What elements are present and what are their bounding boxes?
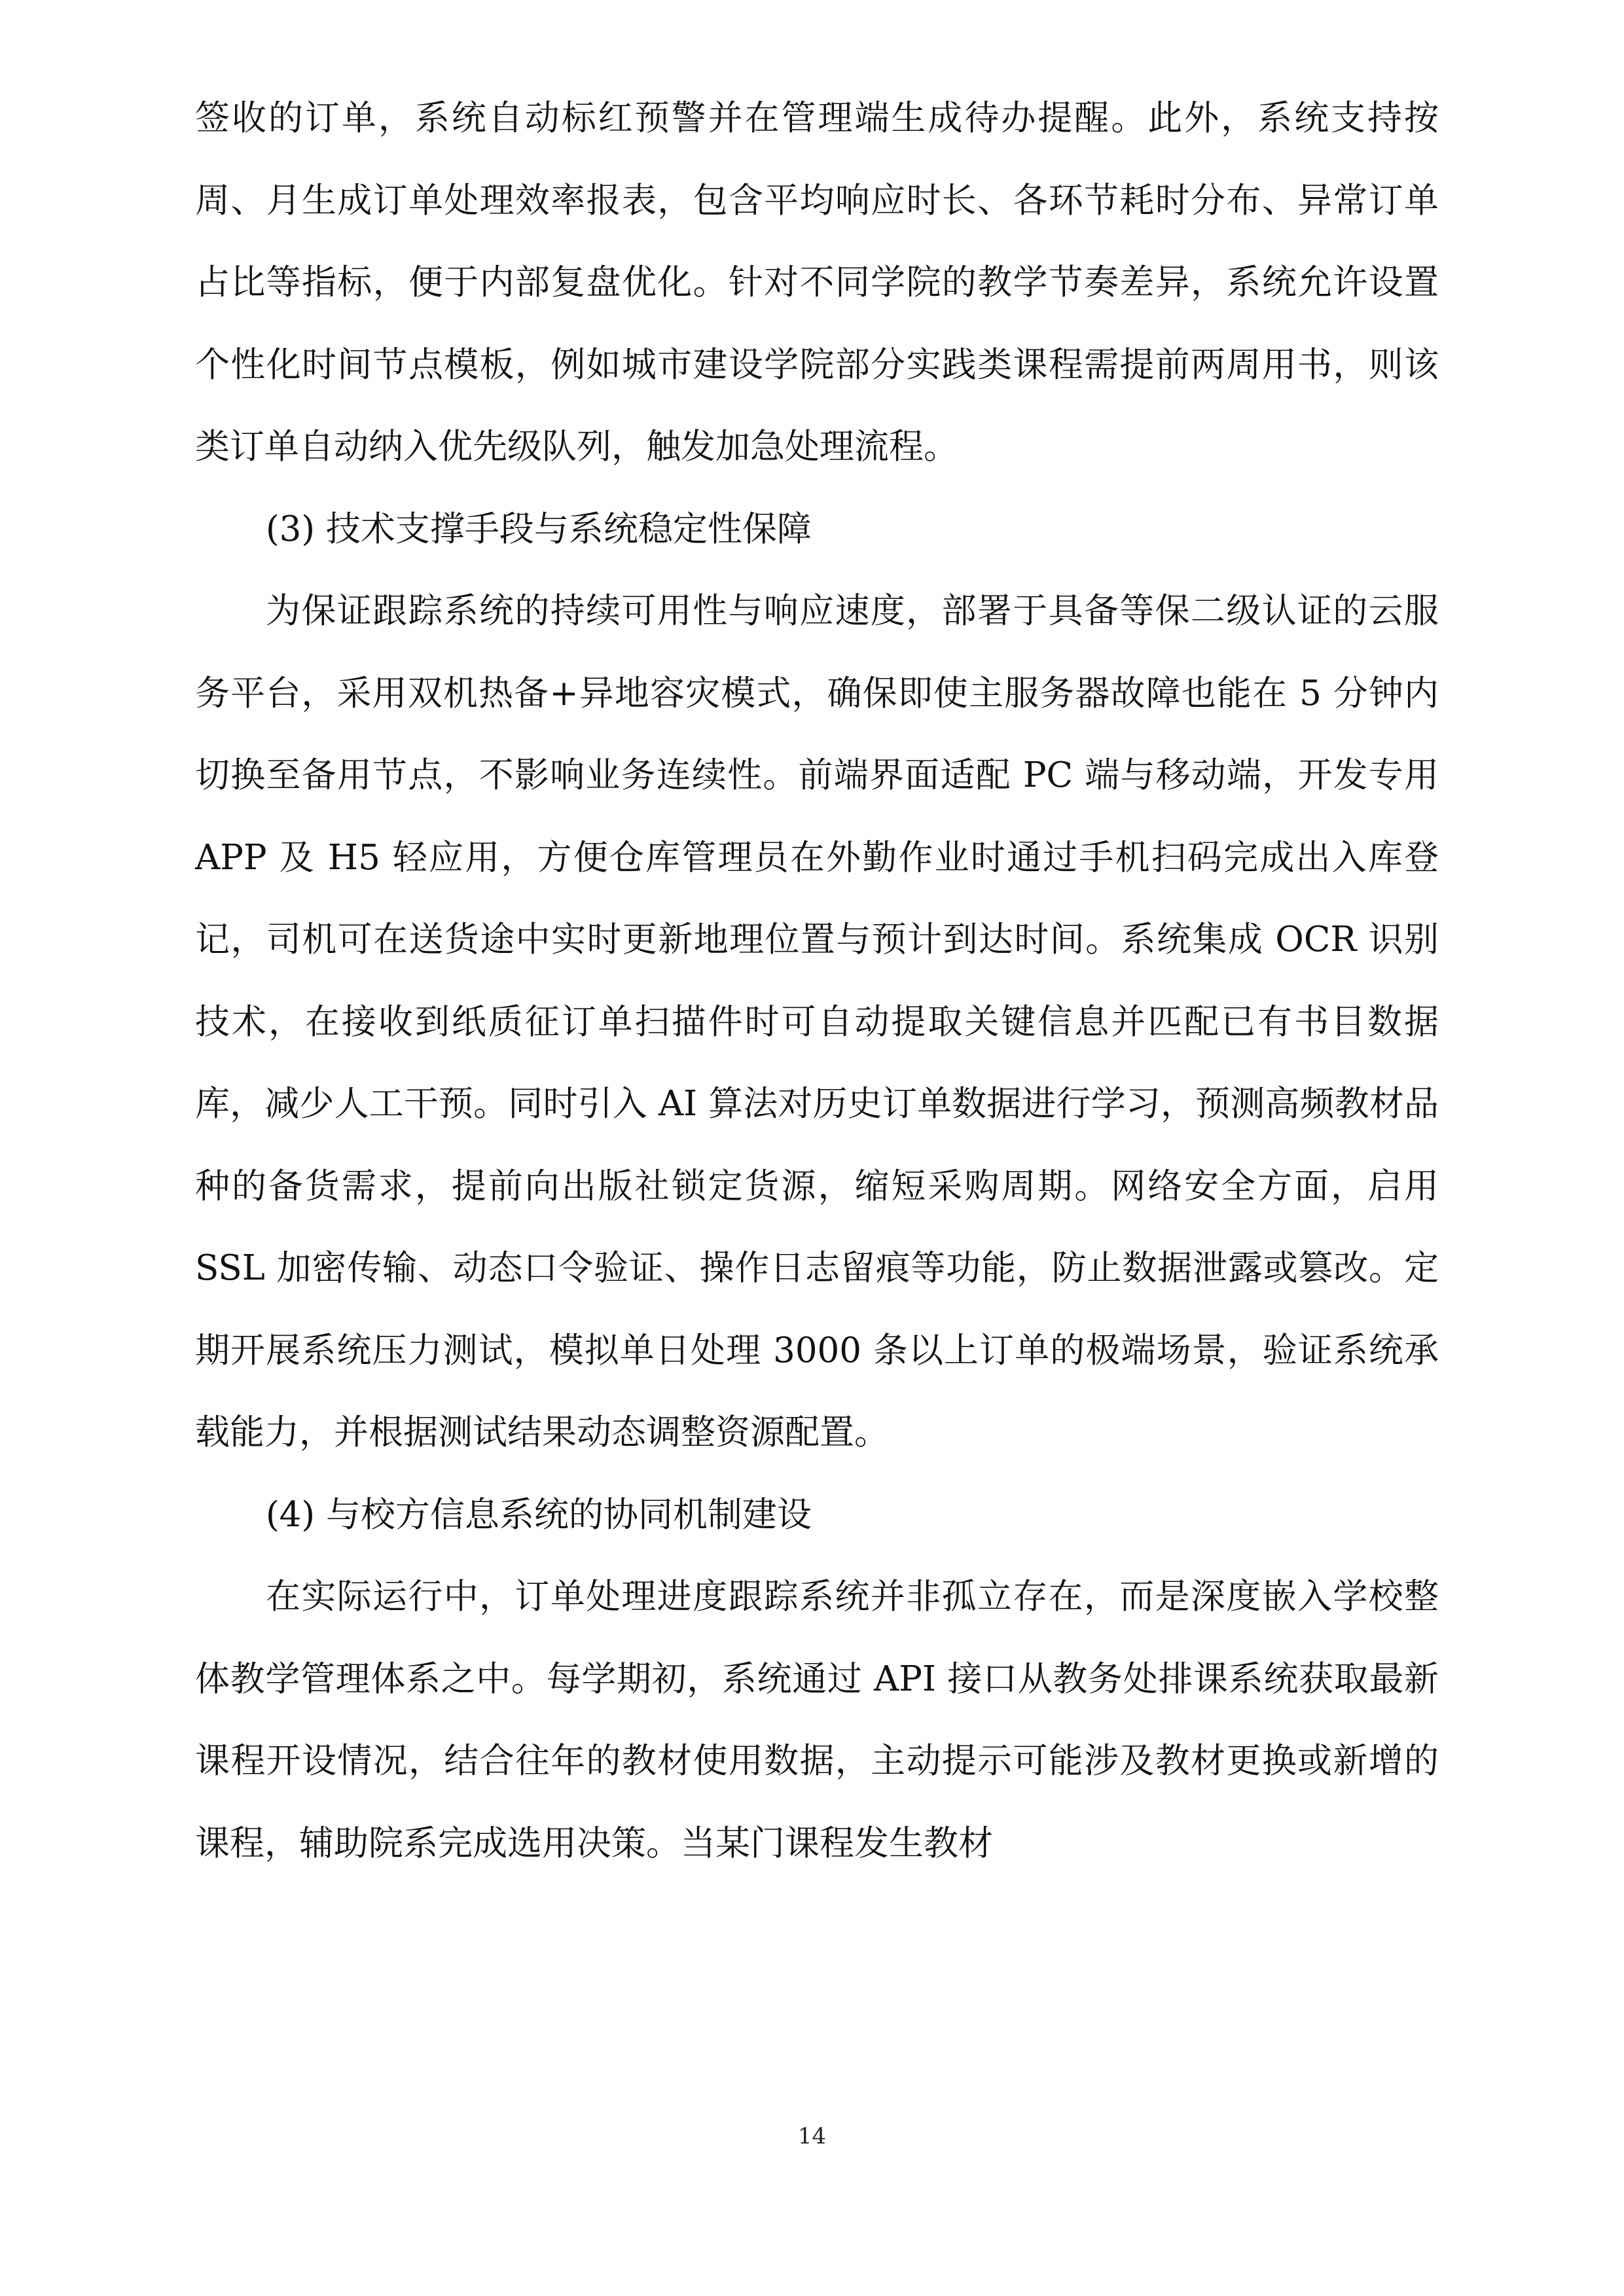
body-text [195,77,1439,1884]
continuation-paragraph: 签收的订单，系统自动标红预警并在管理端生成待办提醒。此外，系统支持按周、月生成订单处理效率报表，包含平均响应时长、各环节耗时分布、异常订单占比等指标，便于内部复盘优化。针对不同学院的教学节奏差异，系统允许设置个性化时间节点模板，例如城市建设学院部分实践类课程需提前两周用书，则该类订单自动纳入优先级队列，触发加急处理流程。 [195,98,1439,467]
paragraph-collaboration: 在实际运行中，订单处理进度跟踪系统并非孤立存在，而是深度嵌入学校整体教学管理体系之中。每学期初，系统通过 API 接口从教务处排课系统获取最新课程开设情况，结合往年的教材使用数据，主动提示可能涉及教材更换或新增的课程，辅助院系完成选用决策。当某门课程发生教材 [195,1577,1439,1863]
section-heading-3: (3) 技术支撑手段与系统稳定性保障 [266,509,812,549]
page-number: 14 [797,2123,827,2149]
paragraph-technical-support: 为保证跟踪系统的持续可用性与响应速度，部署于具备等保二级认证的云服务平台，采用双机热备+异地容灾模式，确保即使主服务器故障也能在 5 分钟内切换至备用节点，不影响业务连续性。前端界面适配 PC 端与移动端，开发专用 APP 及 H5 轻应用，方便仓库管理员在外勤作业时通过手机扫码完成出入库登记，司机可在送货途中实时更新地理位置与预计到达时间。系统集成 OCR 识别技术，在接收到纸质征订单扫描件时可自动提取关键信息并匹配已有书目数据库，减少人工干预。同时引入 AI 算法对历史订单数据进行学习，预测高频教材品种的备货需求，提前向出版社锁定货源，缩短采购周期。网络安全方面，启用 SSL 加密传输、动态口令验证、操作日志留痕等功能，防止数据泄露或篡改。定期开展系统压力测试，模拟单日处理 3000 条以上订单的极端场景，验证系统承载能力，并根据测试结果动态调整资源配置。 [195,591,1439,1452]
section-heading-4: (4) 与校方信息系统的协同机制建设 [266,1494,812,1535]
